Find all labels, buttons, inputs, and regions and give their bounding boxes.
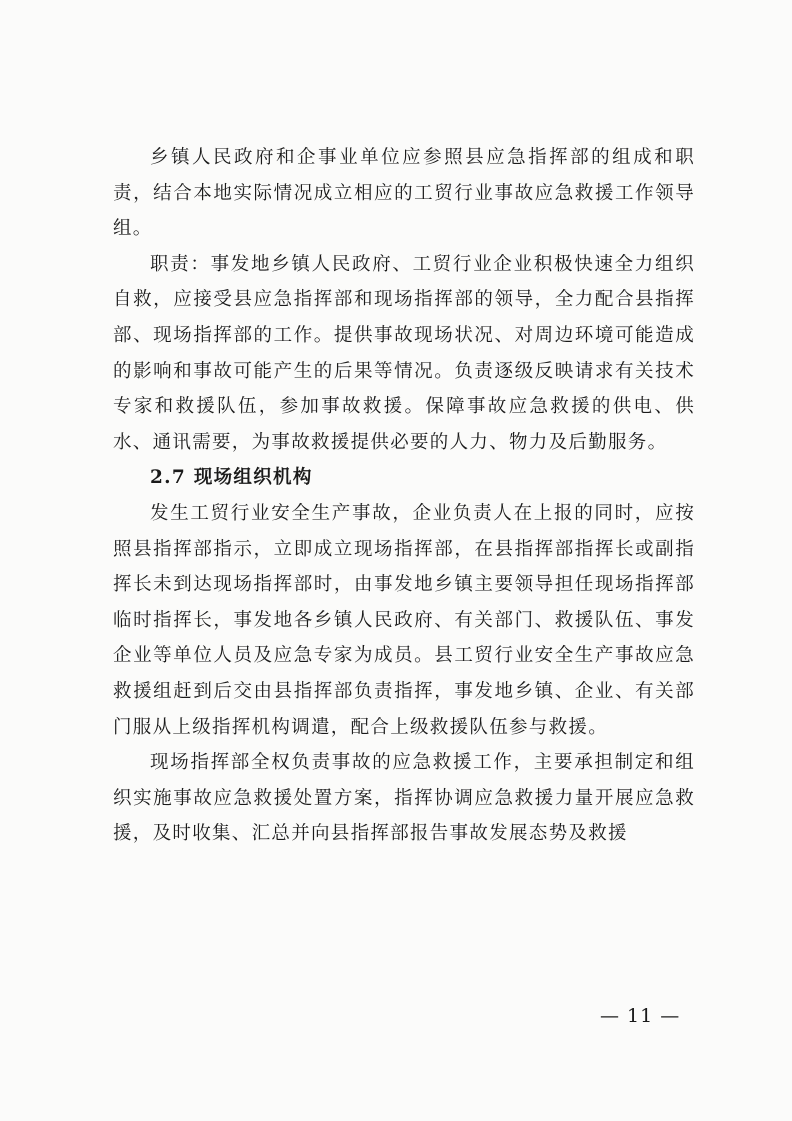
paragraph-site-organization: 发生工贸行业安全生产事故，企业负责人在上报的同时，应按照县指挥部指示，立即成立现场指挥部，在县指挥部指挥长或副指挥长未到达现场指挥部时，由事发地乡镇主要领导担任现场指挥部临时指挥长，事发地各乡镇人民政府、有关部门、救援队伍、事发企业等单位人员及应急专家为成员。县工贸行业安全生产事故应急救援组赶到后交由县指挥部负责指挥，事发地乡镇、企业、有关部门服从上级指挥机构调遣，配合上级救援队伍参与救援。 <box>113 502 695 738</box>
paragraph-site-command-duties: 现场指挥部全权负责事故的应急救援工作，主要承担制定和组织实施事故应急救援处置方案，指挥协调应急救援力量开展应急救援，及时收集、汇总并向县指挥部报告事故发展态势及救援 <box>113 752 695 845</box>
document-body <box>113 140 695 852</box>
paragraph-leading-group: 乡镇人民政府和企事业单位应参照县应急指挥部的组成和职责，结合本地实际情况成立相应的工贸行业事故应急救援工作领导组。 <box>113 147 695 240</box>
section-heading: 2.7 现场组织机构 <box>150 467 313 489</box>
page-number: — 11 — <box>600 1005 681 1027</box>
paragraph-responsibilities: 职责：事发地乡镇人民政府、工贸行业企业积极快速全力组织自救，应接受县应急指挥部和现场指挥部的领导，全力配合县指挥部、现场指挥部的工作。提供事故现场状况、对周边环境可能造成的影响和事故可能产生的后果等情况。负责逐级反映请求有关技术专家和救援队伍，参加事故救援。保障事故应急救援的供电、供水、通讯需要，为事故救援提供必要的人力、物力及后勤服务。 <box>113 253 695 453</box>
